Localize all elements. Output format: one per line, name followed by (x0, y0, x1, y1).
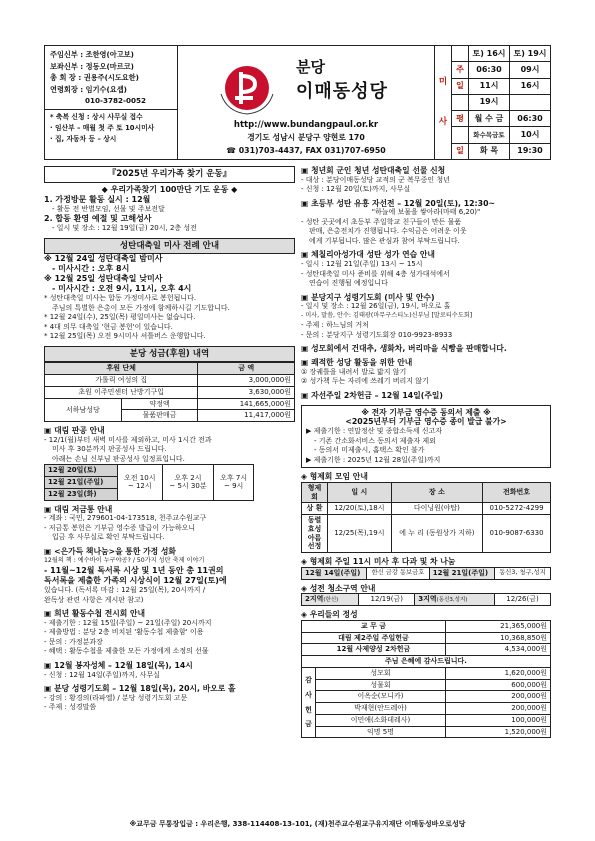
meet-table (301, 482, 551, 553)
brother-date: 12월 14일(주일) (302, 567, 367, 579)
column-header: 장 소 (391, 482, 482, 503)
choir-section (301, 250, 551, 288)
column-header: 형제회 (302, 482, 328, 503)
savings-line: 입금 후 사무실로 확인 부탁드립니다. (52, 533, 165, 542)
donation-sub: 약정액 (121, 398, 198, 410)
thanks-name: 익명 5명 (316, 726, 446, 738)
table-row (302, 656, 551, 668)
pray-section (301, 293, 551, 341)
contact-phone: 010-3782-0052 (85, 96, 146, 105)
table-row (302, 644, 551, 656)
pray-line: - 문의 : 분당지구 성령기도회장 010-9923-8933 (301, 330, 453, 339)
advent-line: 아래는 손님 신부님 판공성사 일정표입니다. (52, 454, 185, 463)
thanks-name: 성모회 (316, 667, 446, 679)
staff-row: 연령회장 : 임기수(요셉) (50, 84, 127, 94)
kids-section (301, 199, 551, 247)
advent-line: - 12/1(월)부터 새벽 미사를 제외하고, 미사 1시간 전과 (44, 435, 212, 444)
book-title: ▣ <은가득 책나눔>을 통한 가정 성화 (44, 546, 176, 556)
mass-label-char: 사 (438, 117, 448, 128)
kids-title: ▣ 초등부 성탄 유흥 자선전 – 12월 20일(토), 12:30~ (301, 198, 496, 208)
mass-time: 19시 (469, 95, 510, 110)
table-row (302, 714, 551, 726)
book-line: 있습니다. (독서록 마감 : 12월 25일(목), 20시까지 / (44, 586, 206, 595)
brother-date: 12월 21일(주일) (429, 567, 494, 579)
mass-table (452, 46, 550, 159)
table-row (45, 398, 295, 410)
kids-line: - 성탄 곳곳에서 초등부 주일학교 친구들이 만든 물품 (301, 217, 462, 226)
brother-who: 동신3, 청구,성지 (494, 567, 550, 579)
mass-row (452, 95, 550, 111)
confession-date: 12월 21일(주일) (45, 477, 118, 489)
staff-name: 권용주(시도요한) (83, 73, 139, 82)
mass-time: 19:30 (517, 146, 543, 156)
mass-row-label: 일 (452, 144, 469, 159)
pray-line: - 미사, 말씀, 안수: 김태광(마무구스티노)신부님 [말로티수도회] (301, 311, 473, 319)
tax-subtitle: <2025년부터 기부금 영수증 종이 발급 불가> (345, 417, 507, 427)
staff-role: 보좌신부 (50, 61, 78, 71)
review-line: - 혜택 : 활동수첩을 제출한 모든 가정에게 소정의 선물 (44, 647, 209, 656)
header (44, 45, 551, 160)
address: 경기도 성남시 분당구 양현로 170 (247, 133, 365, 142)
christmas-line: - 미사시간 : 오후 8시 (52, 264, 130, 274)
table-row (302, 632, 551, 644)
clean-zone (415, 594, 495, 606)
campaign-line: - 활동 전 반별모임, 선물 및 주보전달 (52, 204, 165, 213)
meet-date: 12/25(목),19시 (328, 515, 392, 553)
clean-line: ① 장궤틀을 내려서 발로 밟지 않기 (301, 367, 407, 376)
christmas-line: - 미사시간 : 오전 9시, 11시, 오후 4시 (52, 284, 192, 294)
account-title: ◈ 우리들의 정성 (301, 610, 358, 620)
note-line: * 축복 신청 : 상시 사무실 접수 (50, 113, 143, 121)
right-column (301, 166, 551, 742)
pray-title: ▣ 분당지구 성령기도회 (미사 및 안수) (301, 292, 435, 302)
advent-line: 미사 후 30분까지 판공성사 드립니다. (52, 445, 167, 454)
review-title-text: 희년 활동수첩 전시회 안내 (54, 609, 146, 619)
savings-line: - 계좌 : 국민, 279601-04-173518, 천주교수원교구 (44, 514, 207, 523)
donation-amount: 11,417,000원 (198, 410, 295, 422)
thanks-amount: 1,520,000원 (445, 726, 550, 738)
savings-title: ▣ 대림 저금통 안내 (44, 504, 113, 514)
zone-who: (한신) (323, 597, 339, 604)
prayer-title: ▣ 분당 성령기도회 – 12월 18일(목), 20시, 바오로 홀 (44, 684, 236, 694)
donation-title: 분당 성금(후원) 내역 (44, 346, 295, 363)
class-section (44, 661, 295, 680)
table-row (302, 691, 551, 703)
clean2-table (301, 593, 551, 606)
thanks-title: 주님 은혜에 감사드립니다. (302, 656, 551, 668)
table-header-row (302, 482, 551, 503)
mass-row-label (452, 46, 469, 61)
choir-title: ▣ 체칠리아성가대 성탄 성가 연습 안내 (301, 250, 435, 260)
table-row (45, 386, 295, 398)
account-label: 12월 사제양성 2차헌금 (302, 644, 446, 656)
env-section (301, 344, 551, 354)
slot-end: ~ 12시 (127, 482, 152, 491)
table-row (45, 465, 254, 477)
account-label: 교 무 금 (302, 620, 446, 632)
zone-label: 3지역 (418, 595, 437, 604)
meet-place: 에 누 리 (동원상가 지하) (391, 515, 482, 553)
zone-label: 2지역 (305, 595, 324, 604)
env-title: ▣ 성모회에서 건대추, 생화차, 버리마을 식빵을 판매합니다. (301, 344, 507, 354)
clean-section (301, 358, 551, 387)
mass-time: 09시 (520, 64, 540, 74)
table-row (45, 375, 295, 387)
mass-row (452, 144, 550, 159)
mass-time: 11시 (469, 79, 510, 94)
thanks-amount: 600,000원 (445, 679, 550, 691)
staff-role: 주임신부 (50, 50, 78, 59)
thanks-name: 이민애(소화데레사) (316, 714, 446, 726)
mass-row (452, 79, 550, 95)
clean2-section (301, 584, 551, 607)
book-section (44, 547, 295, 605)
mass-time: 06:30 (517, 113, 543, 123)
mass-time: 16시 (520, 81, 540, 91)
env-title-text: 성모회에서 건대추, 생화차, 버리마을 식빵을 판매합니다. (311, 344, 507, 354)
book-line: - 11월~12월 독서록 시상 및 1년 동안 총 11권의 (44, 566, 224, 576)
slot-start: 오후 2시 (174, 473, 202, 482)
selfcheck-section (301, 391, 551, 401)
choir-line: - 일시 : 12월 21일(주일) 13시 ~ 15시 (301, 260, 423, 269)
mass-row (452, 62, 550, 78)
table-row (302, 503, 551, 515)
mass-time: 06:30 (469, 62, 510, 77)
blessing-notes (45, 109, 177, 149)
selfcheck-title-text: 자선주일 2차헌금 – 12월 14일(주일) (311, 390, 443, 400)
review-line: - 제출기한 : 12월 15일(주일) ~ 21일(주일) 20시까지 (44, 618, 212, 627)
staff-row: 보좌신부 : 정동오(마르코) (50, 61, 134, 71)
choir-title-text: 체칠리아성가대 성탄 성가 연습 안내 (311, 250, 435, 260)
prayer-section (44, 684, 295, 713)
table-row (302, 515, 551, 553)
clean-title-text: 쾌적한 성당 활동을 위한 안내 (311, 358, 413, 368)
parish-title (296, 58, 388, 103)
christmas-line: 주님의 특별한 은총이 모든 가정에 함께하시길 기도합니다. (52, 303, 230, 312)
website-link[interactable]: http://www.bundangpaul.or.kr (233, 120, 379, 130)
tax-line: ▶ 제출기한 : 2025년 12월 28일(주일)까지 (306, 455, 441, 464)
thanks-amount: 200,000원 (445, 691, 550, 703)
kids-line: 에게 기부됩니다. 많은 관심과 참여 부탁드립니다. (309, 236, 460, 245)
mass-time (510, 95, 550, 110)
note-line: · 임산부 – 매월 첫 주 토 10시미사 (50, 124, 155, 132)
advent-section (44, 426, 295, 500)
mass-time: 10시 (520, 130, 540, 140)
thanks-name: 박재현(안드레아) (316, 703, 446, 715)
slot-start: 오전 10시 (124, 473, 156, 482)
campaign-line: - 일시 및 장소 : 12월 19일(금) 20시, 2층 성전 (52, 224, 197, 233)
donation-org: 서하남성당 (45, 398, 122, 422)
staff-role: 총 회 장 (50, 73, 76, 82)
confession-date: 12월 23일(화) (45, 488, 118, 500)
prayer-line: - 주제 : 성경말씀 (44, 703, 97, 712)
column-header: 후원 단체 (45, 363, 198, 375)
class-title-text: 12월 봉자성체 – 12월 18일(목), 14시 (54, 660, 193, 670)
tax-line: - 동의서 미제출시, 홈택스 확인 불가 (314, 446, 425, 455)
footer-account-note: ※교무금 무통장입금 : 우리은행, 338-114408-13-101, (재)천주교수원교구유지재단 이매동성바오로성당 (129, 820, 466, 828)
table-row (302, 667, 551, 679)
youth-line: - 신청 : 12월 20일(토)까지, 사무실 (301, 185, 411, 194)
mass-row-label: 평 (452, 111, 469, 126)
staff-name: 임기수(요셉) (85, 84, 127, 94)
mass-time: 월 수 금 (469, 111, 510, 126)
table-row (302, 620, 551, 632)
savings-title-text: 대림 저금통 안내 (54, 504, 113, 514)
christmas-section (44, 238, 295, 342)
table-row (302, 567, 551, 579)
tax-title: ※ 전자 기부금 영수증 동의서 제출 ※ (361, 407, 491, 417)
clean2-title: ◈ 성전 청소구역 안내 (301, 583, 376, 593)
clean-date: 12/19(금) (359, 594, 415, 606)
mass-time: 토) 19시 (513, 48, 547, 58)
thanks-amount: 100,000원 (445, 714, 550, 726)
pray-line: - 주제 : 하느님의 거처 (301, 321, 369, 330)
title-main: 이매동성당 (296, 80, 388, 102)
staff-panel (45, 46, 178, 159)
kids-line: "하늘에 보물을 쌓아라(마태 6,20)" (371, 208, 481, 217)
side-char: 금 (305, 720, 312, 729)
side-char: 감 (305, 676, 312, 685)
parish-logo-icon (213, 54, 281, 122)
thanks-name: 이옥순(모니카) (316, 691, 446, 703)
review-line: - 제출방법 : 분당 2층 비치된 '활동수첩 제출함' 이용 (44, 628, 204, 637)
confession-slot (162, 465, 214, 500)
youth-title: ▣ 청년회 군인 청년 성탄대축일 선물 신청 (301, 166, 446, 175)
savings-line: - 저금통 봉헌은 기부금 영수증 발급이 가능하오니 (44, 523, 196, 532)
account-table (301, 620, 551, 739)
table-row (302, 594, 551, 606)
donation-section (44, 346, 295, 422)
column-header: 일 시 (328, 482, 392, 503)
meet-place: 다이닝원(야탑) (391, 503, 482, 515)
mass-time: 토) 16시 (469, 46, 510, 61)
table-row (302, 679, 551, 691)
prayer-line: - 강의 : 황경의(라파엘) / 분당 성령기도회 고문 (44, 693, 188, 702)
meet-name: 상 환 (302, 503, 328, 515)
youth-title-text: 청년회 군인 청년 성탄대축일 선물 신청 (311, 166, 446, 175)
column-header: 전화번호 (483, 482, 551, 503)
advent-title-text: 대림 판공 안내 (54, 426, 105, 436)
title-panel (178, 46, 434, 159)
account-amount: 10,368,850원 (445, 632, 550, 644)
christmas-line: ※ 12월 24일 성탄대축일 밤미사 (44, 254, 163, 264)
choir-line: - 성탄대축일 미사 준비를 위해 4층 성가대석에서 (301, 269, 450, 278)
campaign-subtitle: ◆ 우리가족찾기 100만단 기도 운동 ◆ (101, 184, 238, 194)
donation-sub: 물품판매금 (121, 410, 198, 422)
staff-name: 조한영(아고보) (85, 50, 134, 59)
donation-amount: 3,630,000원 (198, 386, 295, 398)
thanks-amount: 200,000원 (445, 703, 550, 715)
selfcheck-title: ▣ 자선주일 2차헌금 – 12월 14일(주일) (301, 390, 443, 400)
account-amount: 4,534,000원 (445, 644, 550, 656)
review-title: ▣ 희년 활동수첩 전시회 안내 (44, 609, 146, 619)
side-char: 헌 (305, 705, 312, 714)
donation-table (44, 362, 295, 422)
account-section (301, 610, 551, 738)
account-amount: 21,365,000원 (445, 620, 550, 632)
confession-date: 12월 20일(토) (45, 465, 118, 477)
pray-line: - 일시 및 장소 : 12월 26일(금), 19시, 바오로 홀 (301, 302, 451, 311)
content-columns (44, 166, 551, 742)
donation-org: 가톨릭 여성의 집 (45, 375, 198, 387)
tax-section (301, 405, 551, 468)
confession-slot (117, 465, 162, 500)
review-section (44, 609, 295, 657)
tax-line: ▶ 제출기한 : 연말정산 및 종합소득세 신고자 (306, 427, 443, 436)
thanks-amount: 1,620,000원 (445, 667, 550, 679)
mass-row (452, 127, 550, 143)
mass-time: 화수목금토 (469, 127, 510, 142)
class-line: - 신청 : 12월 14일(주일)까지, 사무실 (44, 670, 160, 679)
mass-time: 화 목 (469, 144, 510, 159)
clean-date: 12/26(금) (495, 594, 551, 606)
choir-line: 연습이 진행될 예정입니다 (309, 279, 388, 288)
column-header: 금 액 (198, 363, 295, 375)
left-column (44, 166, 295, 742)
mass-row (452, 111, 550, 127)
brother-title: ◈ 형제회 주일 11시 미사 후 다과 및 차 나눔 (301, 557, 456, 567)
donation-org: 초원 이주민센터 난방기구입 (45, 386, 198, 398)
donation-amount: 141,665,000원 (198, 398, 295, 410)
confession-slot (214, 465, 254, 500)
mass-label (435, 46, 452, 159)
book-line: 완독상 관련 사항은 게시판 참고) (44, 595, 144, 604)
campaign-line: 2. 합동 환영 예절 및 고해성사 (44, 214, 152, 224)
advent-title: ▣ 대림 판공 안내 (44, 426, 105, 436)
staff-row: 총 회 장 : 권용주(시도요한) (50, 73, 139, 82)
savings-section (44, 505, 295, 543)
christmas-line: * 12월 25일(목) 오전 9시미사 셔틀버스 운행합니다. (44, 332, 206, 341)
youth-line: - 대상 : 분당이매동성당 교적의 군 복무중인 청년 (301, 175, 450, 184)
brother-table (301, 567, 551, 580)
kids-line: 판매, 은총전치가 진행됩니다. 수익금은 어려운 이웃 (309, 227, 467, 236)
table-row (302, 703, 551, 715)
clean-title: ▣ 쾌적한 성당 활동을 위한 안내 (301, 358, 413, 368)
thanks-side-label (302, 667, 316, 738)
campaign-section (44, 166, 295, 234)
meet-name: 동렬 효성 아름 선정 (302, 515, 328, 553)
staff-row: 주임신부 : 조한영(아고보) (50, 50, 134, 59)
christmas-line: * 12월 24일(수), 25일(목) 평일미사는 없습니다. (44, 313, 196, 322)
clean-zone (302, 594, 359, 606)
campaign-title: 『2025년 우리가족 찾기 운동』 (44, 166, 295, 183)
staff-name: 정동오(마르코) (85, 61, 134, 71)
note-line: · 집, 자동차 등 – 상시 (50, 135, 117, 143)
christmas-line: * 성탄대축일 미사는 합동 가정미사로 봉헌됩니다. (44, 294, 197, 303)
slot-end: ~ 9시 (223, 482, 244, 491)
mass-schedule (434, 46, 550, 159)
thanks-name: 성물회 (316, 679, 446, 691)
mass-row-label: 주 (452, 62, 469, 77)
book-title-text: <은가득 책나눔>을 통한 가정 성화 (54, 546, 176, 556)
class-title: ▣ 12월 봉자성체 – 12월 18일(목), 14시 (44, 660, 193, 670)
account-label: 대림 제2주일 주일헌금 (302, 632, 446, 644)
side-char: 사 (305, 690, 312, 699)
prayer-title-text: 분당 성령기도회 – 12월 18일(목), 20시, 바오로 홀 (54, 684, 236, 694)
mass-row (452, 46, 550, 62)
meet-title: ◈ 형제회 모임 안내 (301, 472, 368, 482)
campaign-line: 1. 가정방문 활동 실시 : 12월 (44, 194, 151, 204)
brother-who: 한신 금강 동보금호 (367, 567, 429, 579)
christmas-line: ※ 12월 25일 성탄대축일 낮미사 (44, 274, 163, 284)
book-line: 독서록을 제출한 가족의 시상식이 12월 27일(토)에 (44, 576, 227, 586)
clean-line: ② 성가책 두는 자리에 쓰레기 버리지 않기 (301, 377, 429, 386)
staff-list (50, 50, 172, 96)
meet-section (301, 472, 551, 553)
brother-section (301, 557, 551, 579)
tax-line: - 기존 간소화서비스 동의서 제출자 제외 (314, 436, 436, 445)
slot-end: ~ 5시 30분 (169, 482, 207, 491)
youth-section (301, 166, 551, 195)
staff-role: 연령회장 (50, 84, 78, 94)
table-row (302, 726, 551, 738)
telephone: ☎ 031)703-4437, FAX 031)707-6950 (226, 146, 386, 155)
meet-phone: 010-9087-6330 (483, 515, 551, 553)
meet-phone: 010-5272-4299 (483, 503, 551, 515)
mass-row-label (452, 95, 469, 110)
zone-who: (동신3,성지) (436, 597, 468, 604)
donation-amount: 3,000,000원 (198, 375, 295, 387)
confession-table (44, 464, 254, 500)
kids-title-text: 초등부 성탄 유흥 자선전 – 12월 20일(토), 12:30~ (311, 198, 496, 208)
mass-row-label: 일 (452, 79, 469, 94)
title-top: 분당 (296, 58, 325, 76)
meet-date: 12/20(토),18시 (328, 503, 392, 515)
book-line: 12월의 책 : 예수바이 누구야공? / 50가지 성탄 축제 이야기 (44, 556, 205, 564)
christmas-line: * 4대 의무 대축일 '현금 봉헌'이 있습니다. (44, 322, 173, 331)
pray-title-text: 분당지구 성령기도회 (미사 및 안수) (311, 292, 435, 302)
slot-start: 오후 7시 (220, 473, 248, 482)
table-header-row (45, 363, 295, 375)
mass-row-label (452, 127, 469, 142)
christmas-title: 성탄대축일 미사 전례 안내 (44, 238, 295, 255)
mass-label-char: 미 (438, 76, 448, 87)
review-line: - 문의 : 가정분과장 (44, 637, 103, 646)
